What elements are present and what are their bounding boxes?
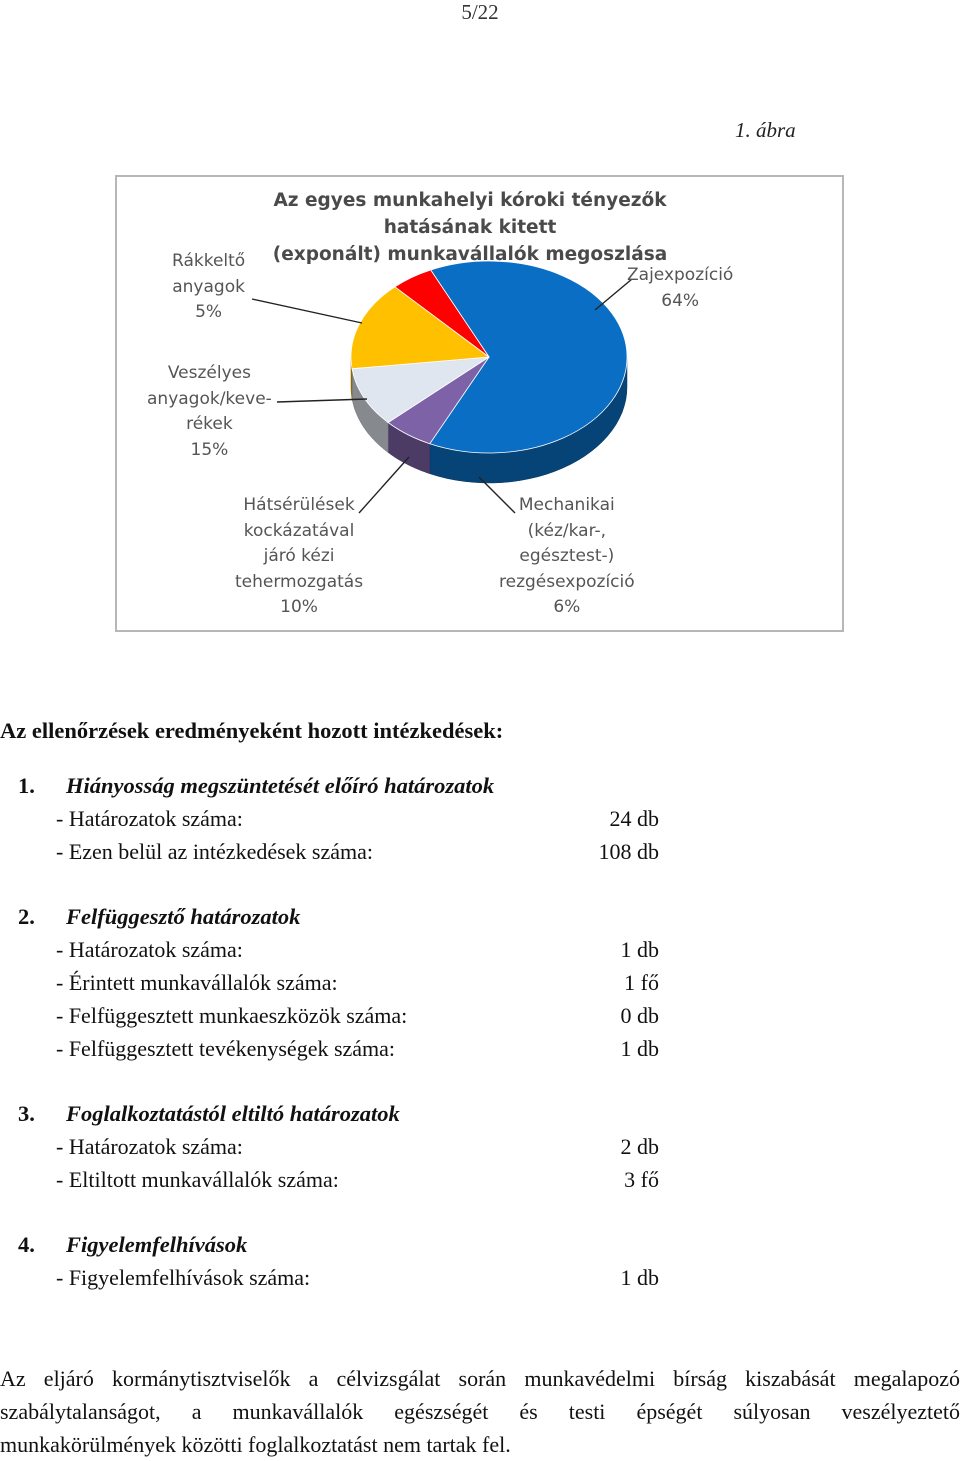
- item-title: Figyelemfelhívások: [66, 1232, 248, 1257]
- label-value: 15%: [190, 439, 229, 460]
- row-value: 24 db: [609, 806, 659, 831]
- row-label: - Figyelemfelhívások száma:: [56, 1265, 311, 1290]
- row-label: - Felfüggesztett munkaeszközök száma:: [56, 1003, 408, 1028]
- label-hatserulesek: [235, 493, 363, 621]
- label-mechanikai-rezges: [499, 493, 635, 621]
- label-value: 6%: [553, 597, 581, 617]
- item-heading: [18, 1101, 400, 1127]
- pie-chart-frame: [115, 175, 844, 632]
- item-heading: [18, 904, 300, 930]
- section-heading: Az ellenőrzések eredményeként hozott intézkedések:: [0, 718, 504, 743]
- label-line: anyagok/keve-: [147, 388, 272, 409]
- label-line: Rákkeltő: [172, 251, 246, 271]
- item-title: Hiányosság megszüntetését előíró határozatok: [66, 773, 495, 798]
- item-heading: [18, 773, 494, 799]
- label-zajexpozicio: [627, 263, 733, 314]
- label-line: (kéz/kar-,: [527, 520, 607, 541]
- row-value: 2 db: [620, 1134, 659, 1159]
- row-label: - Érintett munkavállalók száma:: [56, 970, 338, 995]
- leader-line: [359, 457, 409, 513]
- label-line: Zajexpozíció: [627, 265, 734, 285]
- row-label: - Felfüggesztett tevékenységek száma:: [56, 1036, 396, 1061]
- label-line: anyagok: [172, 276, 245, 297]
- row-label: - Határozatok száma:: [56, 1134, 243, 1159]
- paragraph-line: Az eljáró kormánytisztviselők a célvizsgálat során munkavédelmi bírság kiszabását megalapozó: [0, 1366, 960, 1391]
- label-line: járó kézi: [263, 546, 335, 566]
- item-number: 4.: [18, 1232, 35, 1257]
- item-title: Foglalkoztatástól eltiltó határozatok: [66, 1101, 400, 1126]
- label-value: 5%: [195, 302, 223, 322]
- label-rakkelto: [172, 249, 245, 326]
- label-value: 10%: [280, 597, 318, 617]
- label-line: Mechanikai: [518, 495, 615, 515]
- row-value: 108 db: [598, 839, 659, 864]
- label-line: rezgésexpozíció: [499, 571, 635, 592]
- label-line: egésztest-): [519, 546, 615, 566]
- item-title: Felfüggesztő határozatok: [66, 904, 301, 929]
- item-number: 2.: [18, 904, 35, 929]
- chart-title-line: (exponált) munkavállalók megoszlása: [272, 244, 668, 265]
- label-veszelyes-anyagok: [147, 361, 272, 463]
- label-line: kockázatával: [243, 520, 355, 541]
- item-number: 1.: [18, 773, 35, 798]
- row-value: 3 fő: [624, 1167, 659, 1192]
- row-label: - Határozatok száma:: [56, 806, 243, 831]
- row-value: 1 db: [620, 937, 659, 962]
- leader-line: [252, 299, 362, 323]
- label-line: rékek: [186, 414, 233, 434]
- closing-paragraph: [0, 1362, 960, 1461]
- label-line: tehermozgatás: [235, 571, 364, 592]
- row-value: 1 fő: [624, 970, 659, 995]
- row-value: 0 db: [620, 1003, 659, 1028]
- row-value: 1 db: [620, 1036, 659, 1061]
- row-label: - Eltiltott munkavállalók száma:: [56, 1167, 339, 1192]
- paragraph-line: szabálytalanságot, a munkavállalók egészségét és testi épségét súlyosan veszélyeztető: [0, 1399, 960, 1424]
- row-value: 1 db: [620, 1265, 659, 1290]
- paragraph-line: munkakörülmények közötti foglalkoztatást nem tartak fel.: [0, 1432, 511, 1457]
- chart-title: [217, 187, 723, 268]
- item-heading: [18, 1232, 247, 1258]
- figure-caption: 1. ábra: [735, 118, 796, 142]
- page-number: 5/22: [461, 0, 499, 24]
- row-label: - Határozatok száma:: [56, 937, 243, 962]
- label-line: Veszélyes: [167, 363, 251, 383]
- label-line: Hátsérülések: [243, 495, 355, 515]
- item-number: 3.: [18, 1101, 35, 1126]
- label-value: 64%: [661, 290, 700, 311]
- row-label: - Ezen belül az intézkedések száma:: [56, 839, 374, 864]
- chart-title-line: Az egyes munkahelyi kóroki tényezők hatásának kitett: [273, 190, 667, 238]
